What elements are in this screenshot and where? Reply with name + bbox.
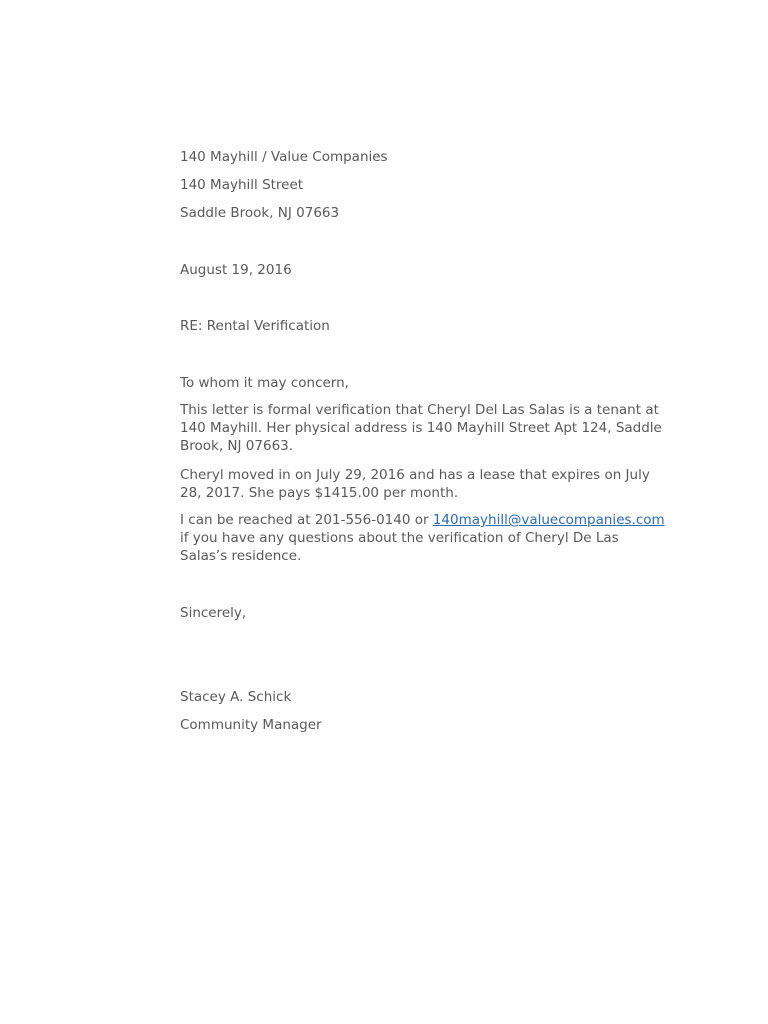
email-link[interactable]: 140mayhill@valuecompanies.com — [432, 512, 665, 528]
paragraph-lease-line-1: Cheryl moved in on July 29, 2016 and has a lease that expires on July — [180, 467, 650, 483]
paragraph-contact — [180, 511, 680, 565]
signer-name: Stacey A. Schick — [180, 689, 292, 705]
salutation: To whom it may concern, — [180, 375, 349, 391]
paragraph-verification-line-2: 140 Mayhill. Her physical address is 140 Mayhill Street Apt 124, Saddle — [180, 420, 662, 436]
closing: Sincerely, — [180, 605, 247, 621]
sender-street: 140 Mayhill Street — [180, 177, 304, 193]
paragraph-lease — [180, 466, 680, 502]
paragraph-verification — [180, 401, 680, 455]
paragraph-contact-lead: I can be reached at 201-556-0140 or — [180, 512, 433, 528]
paragraph-verification-line-3: Brook, NJ 07663. — [180, 438, 294, 454]
paragraph-contact-line-2: if you have any questions about the verification of Cheryl De Las — [180, 530, 619, 546]
paragraph-verification-line-1: This letter is formal verification that Cheryl Del Las Salas is a tenant at — [180, 402, 659, 418]
letter-date: August 19, 2016 — [180, 262, 292, 278]
paragraph-lease-line-2: 28, 2017. She pays $1415.00 per month. — [180, 485, 459, 501]
sender-company: 140 Mayhill / Value Companies — [180, 149, 388, 165]
letter-subject: RE: Rental Verification — [180, 318, 330, 334]
signer-title: Community Manager — [180, 717, 322, 733]
paragraph-contact-line-3: Salas’s residence. — [180, 548, 302, 564]
sender-city-state-zip: Saddle Brook, NJ 07663 — [180, 205, 340, 221]
